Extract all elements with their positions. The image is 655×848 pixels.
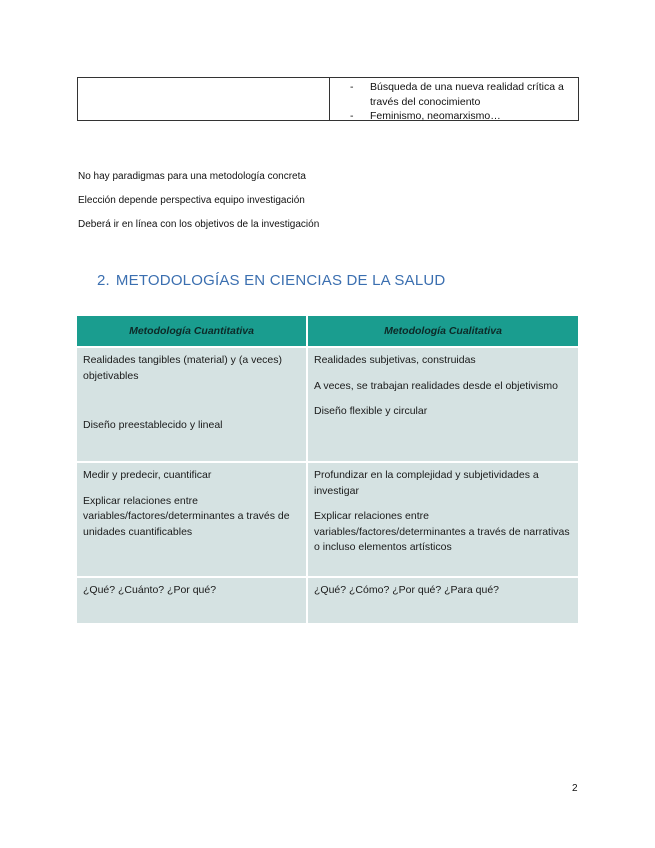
cell-text: Realidades tangibles (material) y (a veces) objetivables — [83, 354, 283, 382]
cell-text: A veces, se trabajan realidades desde el objetivismo — [314, 379, 558, 392]
previous-table-continuation — [77, 77, 579, 121]
table-cell — [77, 462, 307, 577]
cell-text: Medir y predecir, cuantificar — [83, 469, 212, 481]
section-title: METODOLOGÍAS EN CIENCIAS DE LA SALUD — [115, 272, 446, 289]
table-row — [77, 577, 578, 624]
cell-text: Diseño flexible y circular — [314, 405, 428, 417]
header-quantitative: Metodología Cuantitativa — [77, 316, 307, 347]
page-number: 2 — [572, 783, 578, 794]
empty-cell — [78, 78, 330, 120]
header-qualitative: Metodología Cualitativa — [307, 316, 578, 347]
table-cell: ¿Qué? ¿Cómo? ¿Por qué? ¿Para qué? — [307, 577, 578, 624]
bullet-text: Feminismo, neomarxismo… — [370, 110, 501, 122]
methodology-table — [77, 316, 578, 625]
section-number: 2. — [97, 272, 110, 289]
paragraph: No hay paradigmas para una metodología concreta — [78, 171, 306, 182]
table-cell: ¿Qué? ¿Cuánto? ¿Por qué? — [77, 577, 307, 624]
cell-text: Profundizar en la complejidad y subjetividades a investigar — [314, 469, 539, 497]
table-row — [77, 462, 578, 577]
cell-text: Explicar relaciones entre variables/factores/determinantes a través de narrativas o incluso elementos artísticos — [314, 510, 570, 553]
bullet-item: - Feminismo, neomarxismo… — [350, 110, 501, 122]
paragraph: Deberá ir en línea con los objetivos de la investigación — [78, 219, 320, 230]
table-cell — [77, 347, 307, 462]
cell-text: Explicar relaciones entre variables/factores/determinantes a través de unidades cuantificables — [83, 494, 290, 538]
table-cell — [307, 347, 578, 462]
bullet-item: - Búsqueda de una nueva realidad crítica a través del conocimiento — [350, 80, 574, 109]
table-header-row — [77, 316, 578, 347]
bullet-text: Búsqueda de una nueva realidad crítica a través del conocimiento — [370, 81, 564, 108]
table-row — [77, 347, 578, 462]
cell-text: Realidades subjetivas, construidas — [314, 354, 476, 366]
cell-text: Diseño preestablecido y lineal — [83, 419, 223, 431]
table-cell — [307, 462, 578, 577]
section-heading — [97, 272, 445, 289]
paragraph: Elección depende perspectiva equipo investigación — [78, 195, 305, 206]
bullet-cell — [330, 78, 578, 120]
